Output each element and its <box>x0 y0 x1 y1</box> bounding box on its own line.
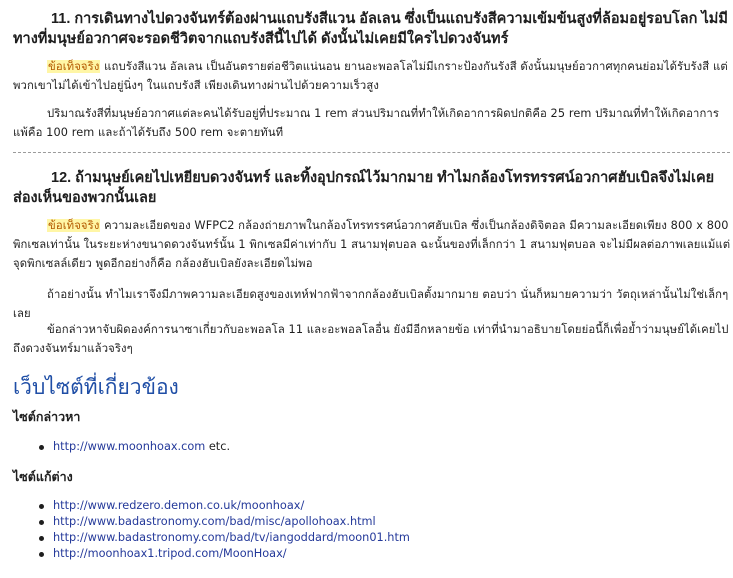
bullet-icon <box>39 552 44 557</box>
rebuttal-sites-heading: ไซต์แก้ต่าง <box>13 470 73 484</box>
bullet-icon <box>39 504 44 509</box>
list-item <box>38 530 410 546</box>
question-11-fact-text: แถบรังสีแวน อัลเลน เป็นอันตรายต่อชีวิตแน่นอน ยานอะพอลโลไม่มีเกราะป้องกันรังสี ดังนั้นมนุษย์อวกาศทุกคนย่อมได้รับรังสี แต่พวกเขาไม่ได้เข้าไปอยู่นิ่งๆ ในแถบรังสี เพียงเดินทางผ่านไปด้วยความเร็วสูง <box>13 60 728 92</box>
question-12-paragraph-3: ข้อกล่าวหาจับผิดองค์การนาซาเกี่ยวกับอะพอลโล 11 และอะพอลโลอื่น ยังมีอีกหลายข้อ เท่าที่นำมาอธิบายโดยย่อนี้ก็เพื่อย้ำว่ามนุษย์ได้เคยไปถึงดวงจันทร์มาแล้วจริงๆ <box>13 323 729 355</box>
question-11-title: การเดินทางไปดวงจันทร์ต้องผ่านแถบรังสีแวน อัลเลน ซึ่งเป็นแถบรังสีความเข้มข้นสูงที่ล้อมอยู่รอบโลก ไม่มีทางที่มนุษย์อวกาศจะรอดชีวิตจากแถบรังสีนี้ไปได้ ดังนั้นไม่เคยมีใครไปดวงจันทร์ <box>13 11 728 47</box>
question-12-fact-paragraph <box>13 216 731 273</box>
section-divider <box>13 152 730 153</box>
rebuttal-sites-list <box>38 498 410 562</box>
question-12-heading <box>13 168 733 208</box>
fact-label: ข้อเท็จจริง <box>48 219 100 232</box>
badastronomy-apollohoax-link[interactable]: http://www.badastronomy.com/bad/misc/apollohoax.html <box>53 515 376 528</box>
list-item <box>38 498 410 514</box>
accuser-sites-heading: ไซต์กล่าวหา <box>13 410 81 424</box>
accuser-sites-list <box>38 439 230 455</box>
moonhoax1-tripod-link[interactable]: http://moonhoax1.tripod.com/MoonHoax/ <box>53 547 287 560</box>
bullet-icon <box>39 520 44 525</box>
bullet-icon <box>39 445 44 450</box>
question-12-title: ถ้ามนุษย์เคยไปเหยียบดวงจันทร์ และทิ้งอุปกรณ์ไว้มากมาย ทำไมกล้องโทรทรรศน์อวกาศฮับเบิลจึงไม่เคยส่องเห็นของพวกนั้นเลย <box>13 170 715 206</box>
bullet-icon <box>39 536 44 541</box>
fact-label: ข้อเท็จจริง <box>48 60 100 73</box>
question-11-paragraph-2: ปริมาณรังสีที่มนุษย์อวกาศแต่ละคนได้รับอยู่ที่ประมาณ 1 rem ส่วนปริมาณที่ทำให้เกิดอาการผิดปกติคือ 25 rem ปริมาณที่ทำให้เกิดอาการแพ้คือ 100 rem และถ้าได้รับถึง 500 rem จะตายทันที <box>13 107 719 139</box>
moonhoax-link[interactable]: http://www.moonhoax.com <box>53 440 206 453</box>
question-12-number: 12. <box>51 170 72 186</box>
list-item <box>38 439 230 455</box>
question-12-fact-text: ความละเอียดของ WFPC2 กล้องถ่ายภาพในกล้องโทรทรรศน์อวกาศฮับเบิล ซึ่งเป็นกล้องดิจิตอล มีความละเอียดเพียง 800 x 800 พิกเซลเท่านั้น ในระยะห่างขนาดดวงจันทร์นั้น 1 พิกเซลมีค่าเท่ากับ 1 สนามฟุตบอล ฉะนั้นของที่เล็กกว่า 1 สนามฟุตบอล จะไม่มีผลต่อภาพเลยแม้แต่จุดพิกเซลล์เดียว พูดอีกอย่างก็คือ กล้องฮับเบิลยังละเอียดไม่พอ <box>13 219 731 270</box>
list-item <box>38 514 410 530</box>
related-sites-title: เว็บไซต์ที่เกี่ยวข้อง <box>13 376 179 399</box>
badastronomy-moon01-link[interactable]: http://www.badastronomy.com/bad/tv/iangoddard/moon01.htm <box>53 531 410 544</box>
question-11-fact-paragraph <box>13 57 731 95</box>
redzero-link[interactable]: http://www.redzero.demon.co.uk/moonhoax/ <box>53 499 305 512</box>
question-12-paragraph-2: ถ้าอย่างนั้น ทำไมเราจึงมีภาพความละเอียดสูงของเทห์ฟากฟ้าจากกล้องฮับเบิลตั้งมากมาย ตอบว่า นั่นก็หมายความว่า วัตถุเหล่านั้นไม่ใช่เล็กๆ เลย <box>13 288 729 320</box>
list-item <box>38 546 410 562</box>
link-suffix: etc. <box>205 440 231 453</box>
question-11-heading <box>13 9 733 49</box>
question-11-number: 11. <box>51 11 71 27</box>
